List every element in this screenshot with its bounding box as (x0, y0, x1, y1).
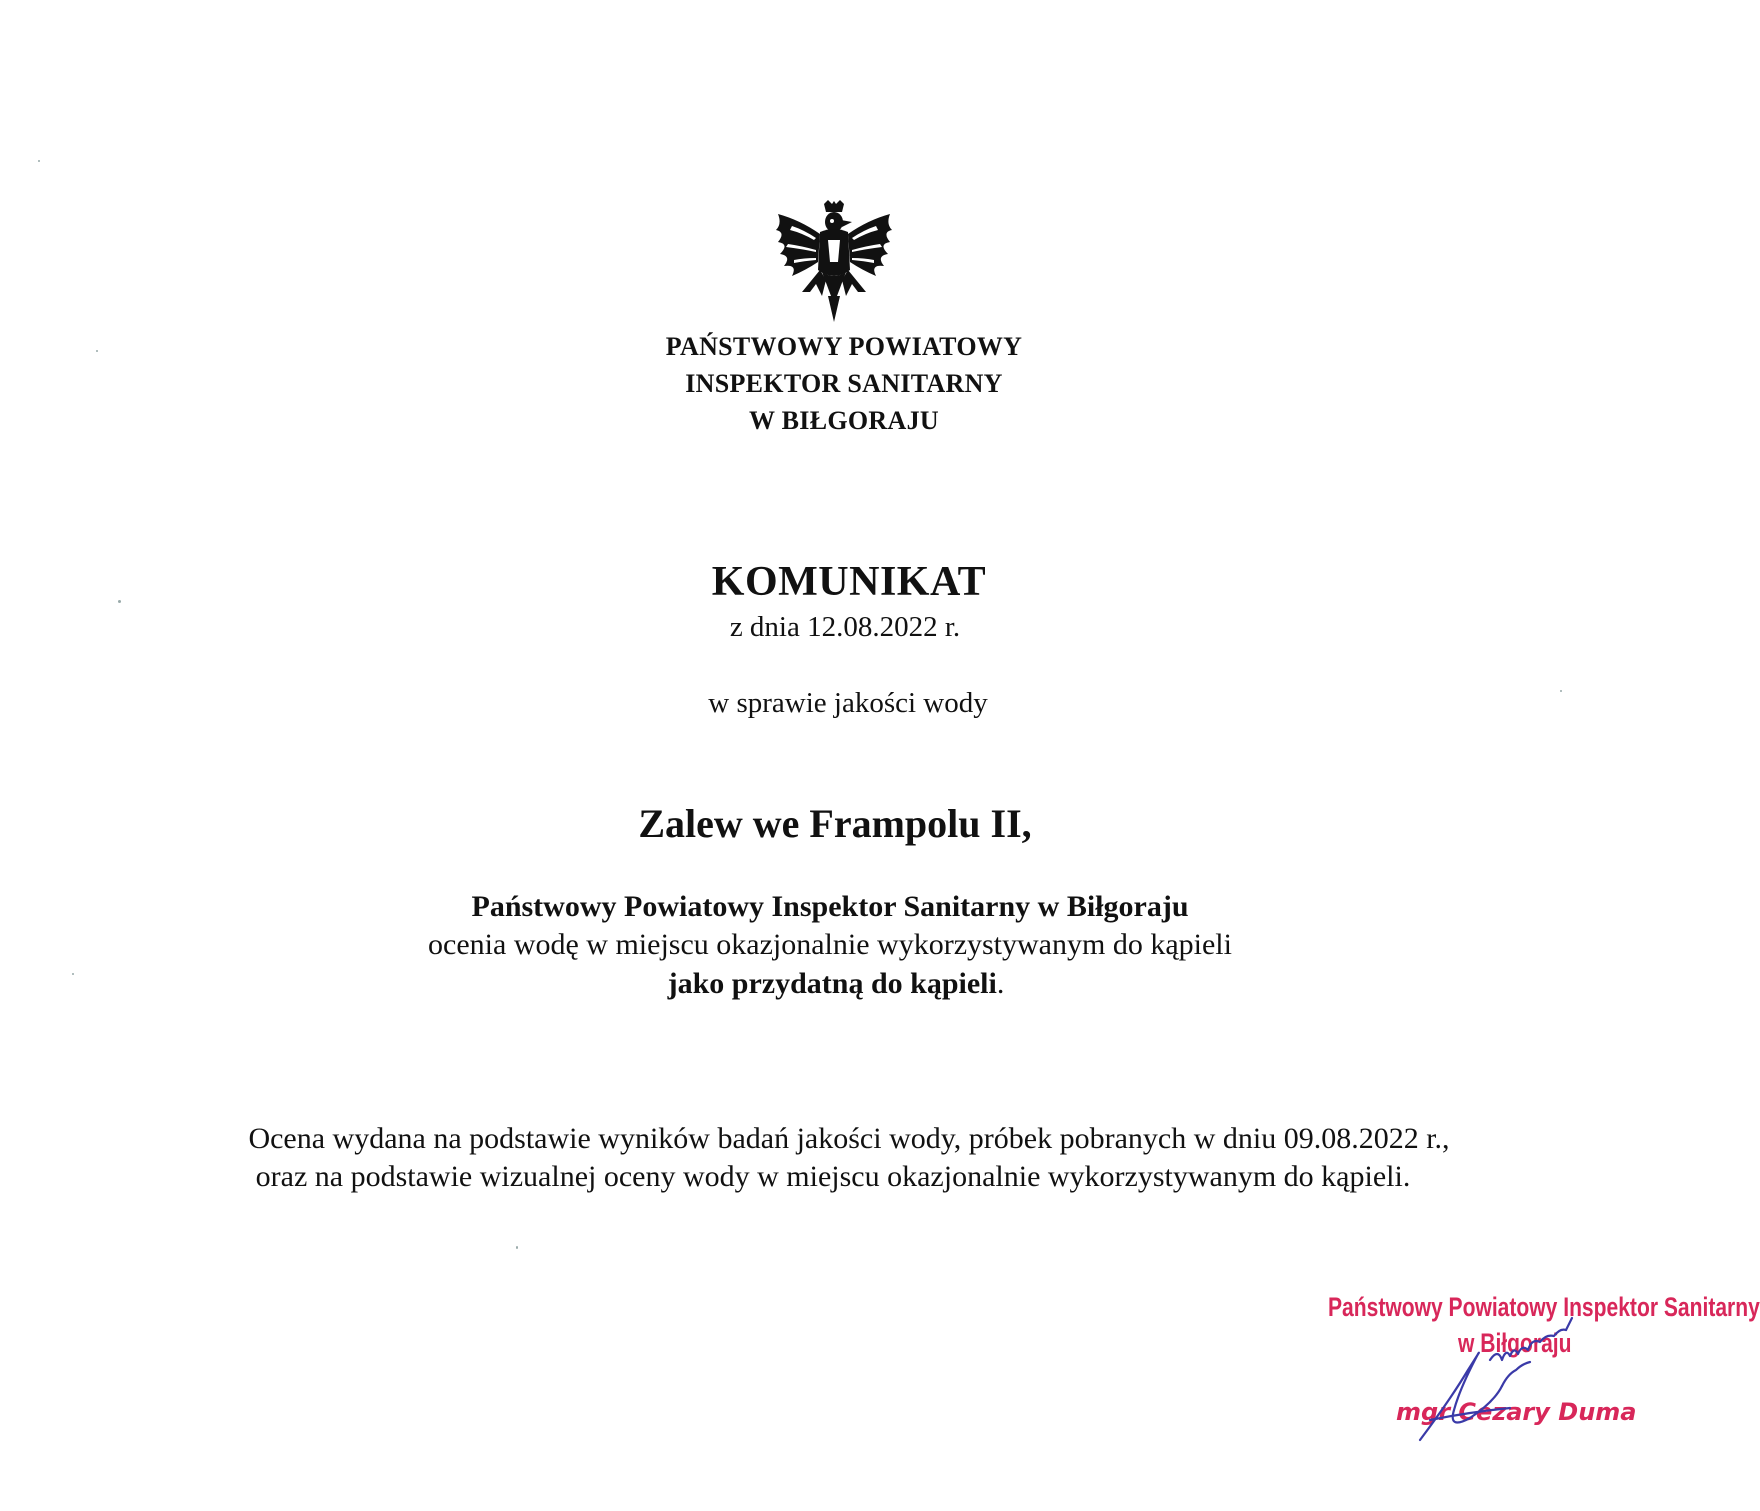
header-line-2: INSPEKTOR SANITARNY (685, 369, 1003, 398)
stamp-line-1: Państwowy Powiatowy Inspektor Sanitarny (1328, 1292, 1760, 1322)
handwritten-signature (1390, 1290, 1630, 1470)
stamp-line-2: w Biłgoraju (1458, 1328, 1572, 1358)
basis-line-2: oraz na podstawie wizualnej oceny wody w miejscu okazjonalnie wykorzystywanym do kąpieli. (255, 1160, 1411, 1193)
header-line-1: PAŃSTWOWY POWIATOWY (665, 332, 1023, 361)
assessment-verdict-line (0, 967, 1686, 1001)
document-date: z dnia 12.08.2022 r. (729, 611, 961, 643)
basis-line-1: Ocena wydana na podstawie wyników badań jakości wody, próbek pobranych w dniu 09.08.2022 r., (248, 1122, 1450, 1155)
bathing-place-name: Zalew we Frampolu II, (638, 801, 1032, 846)
polish-eagle-emblem-icon (772, 200, 896, 326)
stamp-signatory: mgr Cezary Duma (1396, 1398, 1637, 1426)
document-title: KOMUNIKAT (711, 559, 987, 605)
inspector-name: Państwowy Powiatowy Inspektor Sanitarny w Biłgoraju (471, 890, 1189, 923)
assessment-verdict: jako przydatną do kąpieli (667, 967, 997, 1000)
assessment-verdict-period: . (996, 967, 1005, 1000)
header-line-3: W BIŁGORAJU (749, 406, 939, 435)
document-subject: w sprawie jakości wody (708, 687, 988, 719)
assessment-text: ocenia wodę w miejscu okazjonalnie wykorzystywanym do kąpieli (428, 928, 1232, 961)
